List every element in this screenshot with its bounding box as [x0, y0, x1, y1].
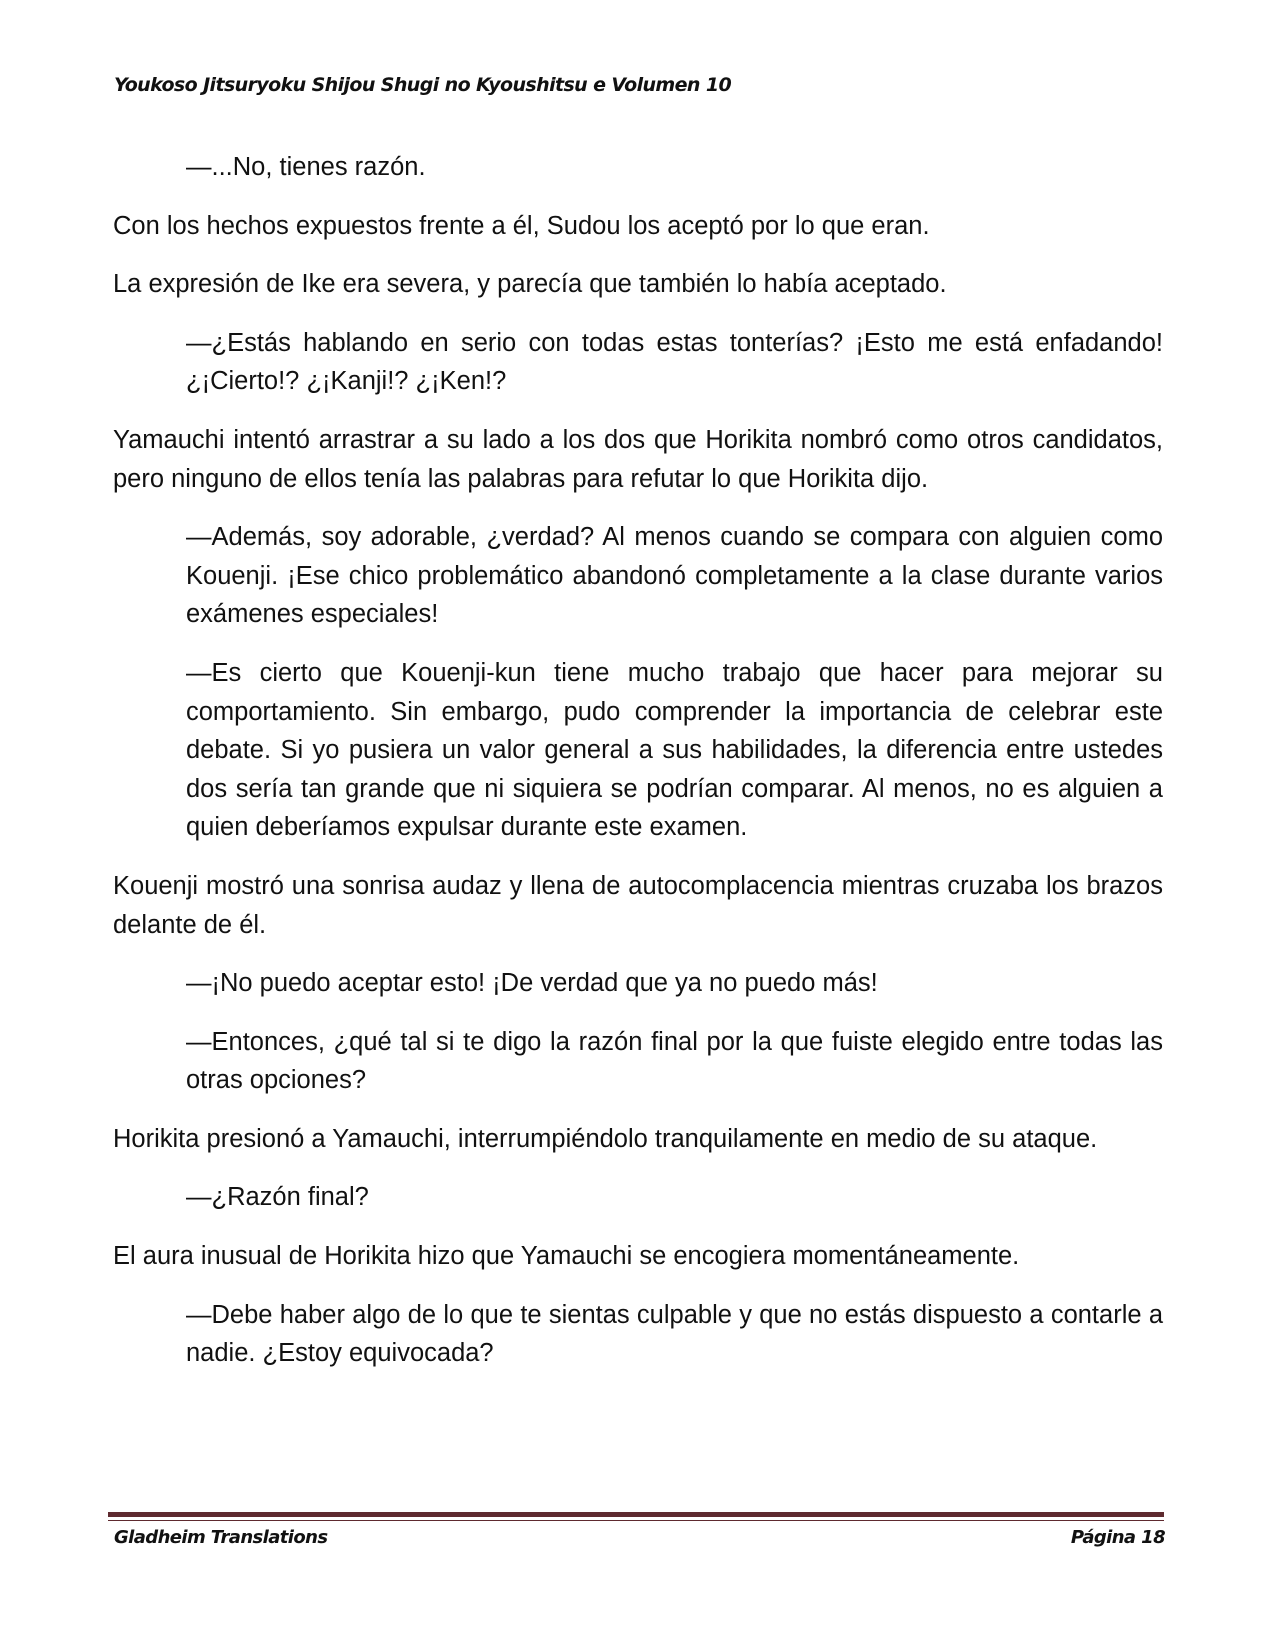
- dialogue-paragraph: —...No, tienes razón.: [186, 153, 426, 181]
- footer-translator: Gladheim Translations: [114, 1527, 328, 1548]
- dialogue-paragraph: —Entonces, ¿qué tal si te digo la razón final por la que fuiste elegido entre todas las otras opciones?: [186, 1027, 1163, 1095]
- page-body: [113, 148, 1163, 1393]
- dialogue-paragraph: —Además, soy adorable, ¿verdad? Al menos cuando se compara con alguien como Kouenji. ¡Ese chico problemático abandonó completamente a la clase durante varios exámenes especiales!: [186, 523, 1163, 629]
- running-header: Youkoso Jitsuryoku Shijou Shugi no Kyoushitsu e Volumen 10: [114, 74, 732, 96]
- dialogue-paragraph: —Es cierto que Kouenji-kun tiene mucho trabajo que hacer para mejorar su comportamiento. Sin embargo, pudo comprender la importancia de celebrar este debate. Si yo pusiera un valor general a sus habilidades, la diferencia entre ustedes dos sería tan grande que ni siquiera se podrían comparar. Al menos, no es alguien a quien deberíamos expulsar durante este examen.: [186, 658, 1163, 842]
- narration-paragraph: El aura inusual de Horikita hizo que Yamauchi se encogiera momentáneamente.: [113, 1242, 1020, 1271]
- footer-rule-thick: [108, 1512, 1164, 1517]
- dialogue-paragraph: —¡No puedo aceptar esto! ¡De verdad que ya no puedo más!: [186, 969, 878, 998]
- dialogue-paragraph: —¿Estás hablando en serio con todas estas tonterías? ¡Esto me está enfadando! ¿¡Cierto!? ¿¡Kanji!? ¿¡Ken!?: [186, 328, 1163, 396]
- narration-paragraph: Yamauchi intentó arrastrar a su lado a los dos que Horikita nombró como otros candidatos, pero ninguno de ellos tenía las palabras para refutar lo que Horikita dijo.: [113, 425, 1163, 493]
- dialogue-paragraph: —¿Razón final?: [186, 1183, 369, 1212]
- dialogue-paragraph: —Debe haber algo de lo que te sientas culpable y que no estás dispuesto a contarle a nadie. ¿Estoy equivocada?: [186, 1300, 1163, 1368]
- narration-paragraph: Horikita presionó a Yamauchi, interrumpiéndolo tranquilamente en medio de su ataque.: [113, 1124, 1098, 1153]
- narration-paragraph: La expresión de Ike era severa, y parecía que también lo había aceptado.: [113, 270, 947, 299]
- narration-paragraph: Kouenji mostró una sonrisa audaz y llena de autocomplacencia mientras cruzaba los brazos delante de él.: [113, 871, 1163, 939]
- footer-rule-thin: [108, 1520, 1164, 1521]
- footer-page-number: Página 18: [1070, 1527, 1165, 1548]
- narration-paragraph: Con los hechos expuestos frente a él, Sudou los aceptó por lo que eran.: [113, 211, 930, 240]
